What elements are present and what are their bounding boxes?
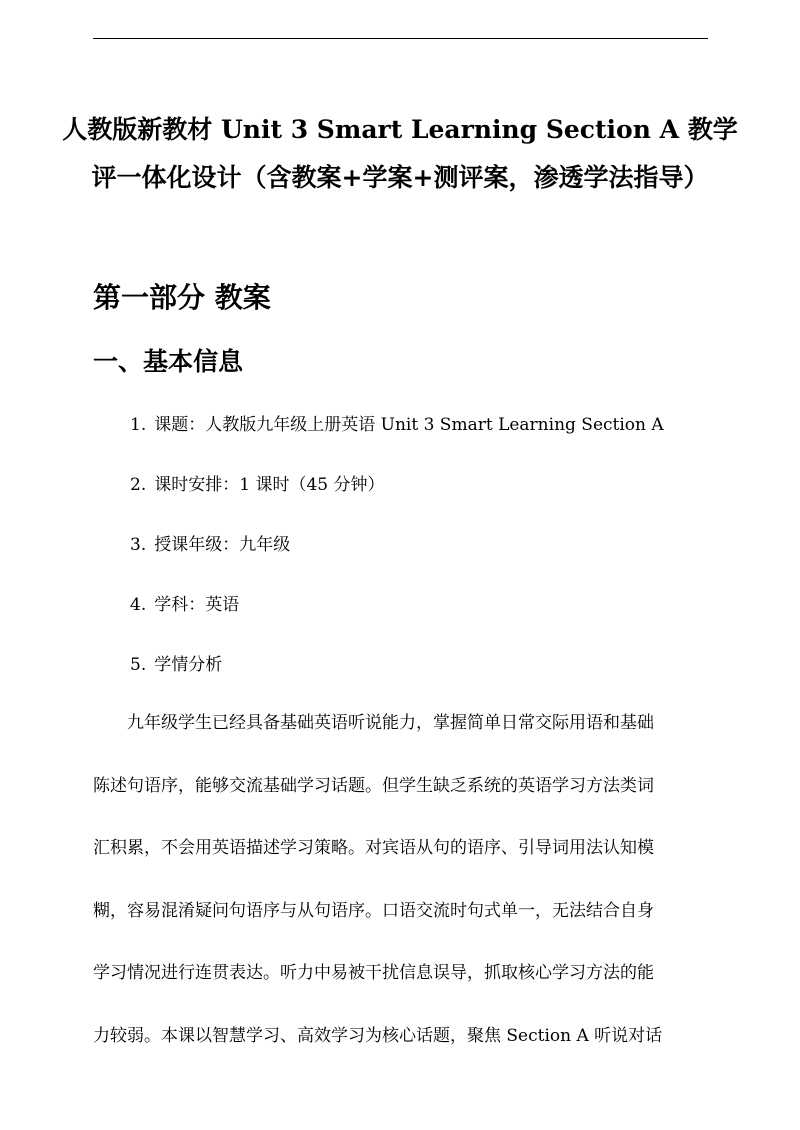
document-title-line-1: 人教版新教材 Unit 3 Smart Learning Section A 教学 <box>62 115 738 144</box>
list-item-number: 4. <box>130 595 147 615</box>
list-item <box>130 410 664 470</box>
list-item-text: 课时安排：1 课时（45 分钟） <box>154 475 385 495</box>
paragraph-line: 糊，容易混淆疑问句语序与从句语序。口语交流时句式单一，无法结合自身 <box>93 900 654 921</box>
list-item <box>130 650 664 710</box>
paragraph-line: 九年级学生已经具备基础英语听说能力，掌握简单日常交际用语和基础 <box>127 713 654 733</box>
paragraph-line: 汇积累，不会用英语描述学习策略。对宾语从句的语序、引导词用法认知模 <box>93 838 654 858</box>
learner-analysis-paragraph <box>93 708 713 1083</box>
list-item-text: 学情分析 <box>154 655 223 675</box>
list-item-number: 3. <box>130 535 147 555</box>
paragraph-line: 陈述句语序，能够交流基础学习话题。但学生缺乏系统的英语学习方法类词 <box>93 775 654 796</box>
section-heading: 一、基本信息 <box>93 347 244 376</box>
list-item-text: 学科：英语 <box>154 595 240 615</box>
list-item <box>130 530 664 590</box>
list-item-number: 1. <box>130 415 147 435</box>
list-item <box>130 590 664 650</box>
list-item <box>130 470 664 530</box>
list-item-number: 2. <box>130 475 147 495</box>
paragraph-line: 力较弱。本课以智慧学习、高效学习为核心话题，聚焦 Section A 听说对话 <box>93 1025 663 1046</box>
list-item-number: 5. <box>130 655 147 675</box>
document-title-line-2: 评一体化设计（含教案+学案+测评案，渗透学法指导） <box>91 163 709 192</box>
header-rule <box>93 38 708 39</box>
list-item-text: 课题：人教版九年级上册英语 Unit 3 Smart Learning Section A <box>154 415 664 435</box>
basic-info-list <box>130 410 664 710</box>
document-title <box>60 106 740 202</box>
list-item-text: 授课年级：九年级 <box>154 535 291 555</box>
part-heading: 第一部分 教案 <box>93 281 271 314</box>
paragraph-line: 学习情况进行连贯表达。听力中易被干扰信息误导，抓取核心学习方法的能 <box>93 963 654 983</box>
